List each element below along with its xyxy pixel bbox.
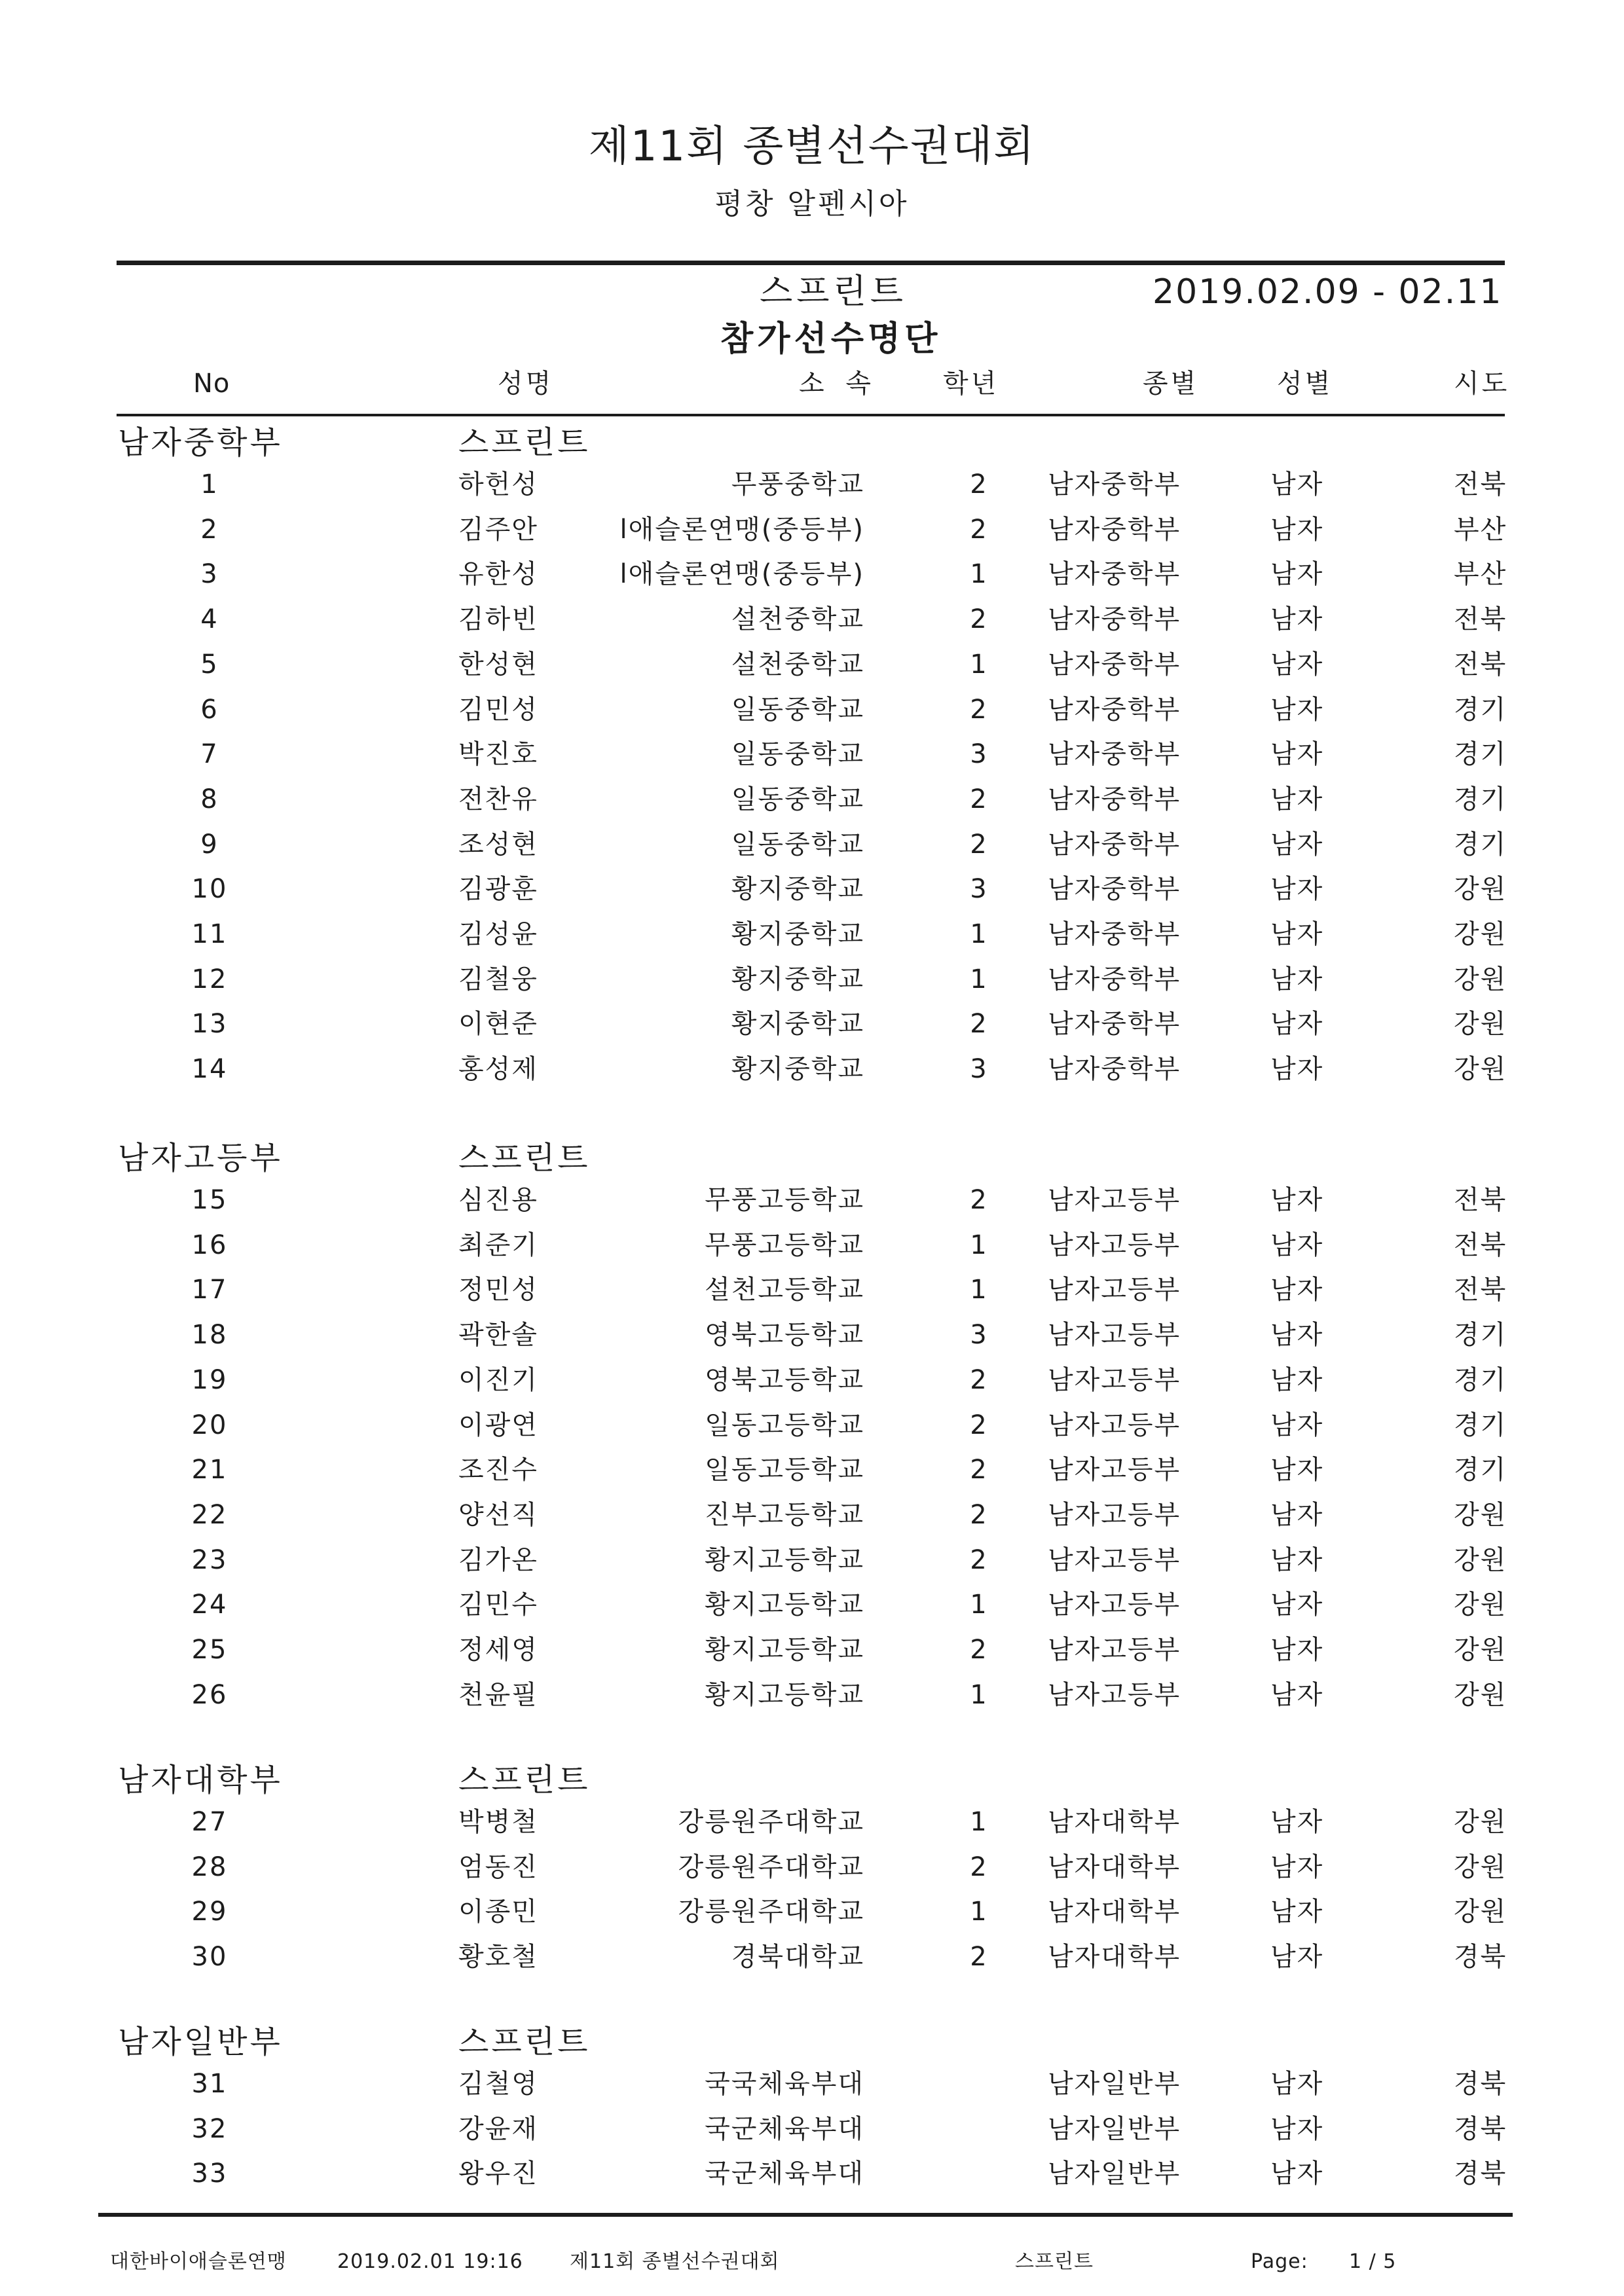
table-row — [0, 1277, 1624, 1321]
row-region: 전북 — [1454, 1275, 1507, 1305]
row-division: 남자대학부 — [1048, 1851, 1181, 1882]
row-name: 정민성 — [458, 1275, 538, 1305]
row-affiliation: 황지고등학교 — [705, 1590, 864, 1620]
row-name: 왕우진 — [458, 2159, 538, 2189]
col-sex-header: 성별 — [1277, 369, 1333, 399]
row-name: 홍성제 — [458, 1054, 538, 1085]
row-sex: 남자 — [1270, 1942, 1324, 1973]
footer-organization: 대한바이애슬론연맹 — [110, 2250, 287, 2273]
row-division: 남자중학부 — [1048, 874, 1181, 905]
footer-event: 스프린트 — [1015, 2250, 1094, 2273]
row-affiliation: 설천중학교 — [731, 604, 864, 635]
row-affiliation: 일동중학교 — [731, 694, 864, 725]
table-row — [0, 831, 1624, 876]
row-no: 14 — [191, 1054, 228, 1085]
section-division-title: 남자중학부 — [118, 424, 283, 461]
row-no: 3 — [200, 559, 219, 590]
table-row — [0, 1809, 1624, 1853]
row-division: 남자일반부 — [1048, 2159, 1181, 2189]
row-no: 15 — [191, 1185, 228, 1215]
row-grade: 3 — [970, 874, 988, 905]
row-affiliation: 황지고등학교 — [705, 1635, 864, 1665]
table-row — [0, 2113, 1624, 2160]
table-row — [0, 2071, 1624, 2115]
row-grade: 2 — [970, 1499, 988, 1530]
row-sex: 남자 — [1270, 1009, 1324, 1040]
row-name: 최준기 — [458, 1230, 538, 1260]
event-dates: 2019.02.09 - 02.11 — [1153, 272, 1503, 312]
venue: 평창 알펜시아 — [714, 187, 910, 221]
row-sex: 남자 — [1270, 694, 1324, 725]
row-no: 31 — [191, 2069, 228, 2099]
row-grade: 1 — [970, 1590, 988, 1620]
row-grade: 1 — [970, 1230, 988, 1260]
section-division-title: 남자일반부 — [118, 2024, 283, 2060]
footer-printed-time: 2019.02.01 19:16 — [337, 2250, 523, 2273]
event-name: 스프린트 — [760, 272, 907, 312]
row-name: 엄동진 — [458, 1851, 538, 1882]
row-division: 남자고등부 — [1048, 1544, 1181, 1575]
row-division: 남자고등부 — [1048, 1230, 1181, 1260]
footer-page-number: 1 / 5 — [1349, 2250, 1397, 2273]
row-grade: 3 — [970, 1320, 988, 1351]
row-region: 강원 — [1454, 1009, 1507, 1040]
row-division: 남자중학부 — [1048, 1054, 1181, 1085]
row-sex: 남자 — [1270, 1679, 1324, 1710]
row-affiliation: 국국체육부대 — [705, 2069, 864, 2099]
row-sex: 남자 — [1270, 1455, 1324, 1485]
row-region: 경북 — [1454, 2113, 1507, 2144]
row-division: 남자중학부 — [1048, 1009, 1181, 1040]
row-grade: 2 — [970, 829, 988, 860]
row-grade: 1 — [970, 559, 988, 590]
row-name: 김민수 — [458, 1590, 538, 1620]
table-row — [0, 786, 1624, 831]
row-division: 남자일반부 — [1048, 2069, 1181, 2099]
table-row — [0, 2160, 1624, 2205]
table-row — [0, 966, 1624, 1011]
row-region: 부산 — [1454, 514, 1507, 545]
table-row — [0, 1679, 1624, 1726]
row-no: 4 — [200, 604, 219, 635]
table-row — [0, 876, 1624, 920]
row-affiliation: 강릉원주대학교 — [678, 1851, 864, 1882]
row-name: 이종민 — [458, 1897, 538, 1927]
row-region: 강원 — [1454, 1807, 1507, 1837]
row-affiliation: 국군체육부대 — [705, 2113, 864, 2144]
row-sex: 남자 — [1270, 874, 1324, 905]
table-row — [0, 1011, 1624, 1055]
row-affiliation: 일동고등학교 — [705, 1455, 864, 1485]
row-sex: 남자 — [1270, 2069, 1324, 2099]
table-row — [0, 694, 1624, 741]
row-no: 21 — [191, 1455, 228, 1485]
row-region: 경기 — [1454, 1410, 1507, 1440]
row-sex: 남자 — [1270, 1851, 1324, 1882]
row-no: 27 — [191, 1807, 228, 1837]
row-division: 남자중학부 — [1048, 469, 1181, 500]
table-row — [0, 606, 1624, 651]
row-grade: 2 — [970, 694, 988, 725]
row-no: 9 — [200, 829, 219, 860]
row-grade: 1 — [970, 1897, 988, 1927]
row-sex: 남자 — [1270, 514, 1324, 545]
row-affiliation: 일동중학교 — [731, 829, 864, 860]
top-rule — [117, 261, 1505, 265]
row-region: 부산 — [1454, 559, 1507, 590]
row-grade: 1 — [970, 649, 988, 680]
row-name: 김철영 — [458, 2069, 538, 2099]
row-no: 26 — [191, 1679, 228, 1710]
row-region: 강원 — [1454, 1499, 1507, 1530]
row-grade: 2 — [970, 1009, 988, 1040]
row-no: 30 — [191, 1942, 228, 1973]
col-grade-header: 학년 — [943, 369, 999, 399]
row-region: 경기 — [1454, 1455, 1507, 1485]
section-event-title: 스프린트 — [458, 424, 591, 461]
row-region: 경기 — [1454, 1364, 1507, 1395]
row-name: 하헌성 — [458, 469, 538, 500]
row-region: 경북 — [1454, 1942, 1507, 1973]
row-name: 조진수 — [458, 1455, 538, 1485]
row-affiliation: 영북고등학교 — [705, 1320, 864, 1351]
row-sex: 남자 — [1270, 1410, 1324, 1440]
row-division: 남자고등부 — [1048, 1679, 1181, 1710]
row-grade: 2 — [970, 1544, 988, 1575]
row-name: 김광훈 — [458, 874, 538, 905]
table-row — [0, 1499, 1624, 1546]
row-affiliation: 설천고등학교 — [705, 1275, 864, 1305]
row-affiliation: 황지중학교 — [731, 874, 864, 905]
row-grade: 2 — [970, 1364, 988, 1395]
row-region: 강원 — [1454, 1635, 1507, 1665]
row-region: 전북 — [1454, 604, 1507, 635]
row-name: 박병철 — [458, 1807, 538, 1837]
row-sex: 남자 — [1270, 1635, 1324, 1665]
row-affiliation: 황지중학교 — [731, 964, 864, 994]
table-row — [0, 1457, 1624, 1501]
row-no: 18 — [191, 1320, 228, 1351]
row-name: 조성현 — [458, 829, 538, 860]
row-affiliation: 무풍고등학교 — [705, 1185, 864, 1215]
table-row — [0, 1899, 1624, 1943]
table-row — [0, 1364, 1624, 1412]
row-name: 정세영 — [458, 1635, 538, 1665]
row-no: 11 — [191, 919, 228, 949]
row-sex: 남자 — [1270, 1499, 1324, 1530]
row-division: 남자중학부 — [1048, 829, 1181, 860]
row-grade: 2 — [970, 1455, 988, 1485]
table-row — [0, 1944, 1624, 1988]
row-division: 남자고등부 — [1048, 1455, 1181, 1485]
row-name: 김성윤 — [458, 919, 538, 949]
row-grade: 1 — [970, 964, 988, 994]
col-no-header: No — [193, 369, 231, 399]
row-no: 28 — [191, 1851, 228, 1882]
row-sex: 남자 — [1270, 1544, 1324, 1575]
table-row — [0, 1322, 1624, 1366]
row-division: 남자중학부 — [1048, 919, 1181, 949]
row-division: 남자고등부 — [1048, 1275, 1181, 1305]
row-sex: 남자 — [1270, 469, 1324, 500]
row-region: 강원 — [1454, 1054, 1507, 1085]
row-affiliation: 황지고등학교 — [705, 1679, 864, 1710]
row-name: 이진기 — [458, 1364, 538, 1395]
row-no: 17 — [191, 1275, 228, 1305]
row-region: 경기 — [1454, 739, 1507, 770]
row-no: 25 — [191, 1635, 228, 1665]
row-no: 24 — [191, 1590, 228, 1620]
table-row — [0, 921, 1624, 966]
row-no: 5 — [200, 649, 219, 680]
row-grade: 2 — [970, 469, 988, 500]
row-region: 전북 — [1454, 1230, 1507, 1260]
row-affiliation: 황지중학교 — [731, 919, 864, 949]
table-row — [0, 561, 1624, 606]
row-no: 10 — [191, 874, 228, 905]
row-no: 32 — [191, 2113, 228, 2144]
row-sex: 남자 — [1270, 919, 1324, 949]
col-region-header: 시도 — [1454, 369, 1510, 399]
row-sex: 남자 — [1270, 604, 1324, 635]
row-division: 남자중학부 — [1048, 694, 1181, 725]
bottom-rule — [98, 2213, 1513, 2217]
row-no: 6 — [200, 694, 219, 725]
row-sex: 남자 — [1270, 739, 1324, 770]
row-affiliation: 강릉원주대학교 — [678, 1807, 864, 1837]
col-division-header: 종별 — [1143, 369, 1199, 399]
row-grade: 3 — [970, 739, 988, 770]
table-row — [0, 1851, 1624, 1899]
row-grade: 2 — [970, 1185, 988, 1215]
row-name: 천윤필 — [458, 1679, 538, 1710]
col-affiliation-header: 소 속 — [799, 369, 877, 399]
row-sex: 남자 — [1270, 1185, 1324, 1215]
header-rule — [117, 414, 1505, 416]
row-no: 20 — [191, 1410, 228, 1440]
row-affiliation: 국군체육부대 — [705, 2159, 864, 2189]
row-name: 박진호 — [458, 739, 538, 770]
row-division: 남자고등부 — [1048, 1410, 1181, 1440]
section-event-title: 스프린트 — [458, 2024, 591, 2060]
row-affiliation: 황지중학교 — [731, 1009, 864, 1040]
row-division: 남자대학부 — [1048, 1897, 1181, 1927]
competition-title: 제11회 종별선수권대회 — [588, 122, 1036, 171]
row-name: 김철웅 — [458, 964, 538, 994]
table-row — [0, 1412, 1624, 1457]
row-no: 29 — [191, 1897, 228, 1927]
row-division: 남자중학부 — [1048, 739, 1181, 770]
row-division: 남자고등부 — [1048, 1499, 1181, 1530]
row-region: 경기 — [1454, 694, 1507, 725]
row-region: 강원 — [1454, 1544, 1507, 1575]
row-grade: 2 — [970, 1635, 988, 1665]
section-division-title: 남자고등부 — [118, 1140, 283, 1176]
row-division: 남자대학부 — [1048, 1942, 1181, 1973]
row-sex: 남자 — [1270, 784, 1324, 814]
row-name: 강윤재 — [458, 2113, 538, 2144]
section-event-title: 스프린트 — [458, 1140, 591, 1176]
row-affiliation: l애슬론연맹(중등부) — [619, 514, 864, 545]
row-sex: 남자 — [1270, 1320, 1324, 1351]
row-region: 경북 — [1454, 2069, 1507, 2099]
row-grade: 1 — [970, 1679, 988, 1710]
row-affiliation: 설천중학교 — [731, 649, 864, 680]
row-grade: 2 — [970, 1942, 988, 1973]
row-affiliation: 경북대학교 — [731, 1942, 864, 1973]
footer-page-label: Page: — [1251, 2250, 1308, 2273]
row-grade: 2 — [970, 604, 988, 635]
col-name-header: 성명 — [498, 369, 554, 399]
table-row — [0, 741, 1624, 786]
row-region: 강원 — [1454, 919, 1507, 949]
row-division: 남자고등부 — [1048, 1320, 1181, 1351]
row-region: 전북 — [1454, 1185, 1507, 1215]
row-division: 남자고등부 — [1048, 1185, 1181, 1215]
row-sex: 남자 — [1270, 1054, 1324, 1085]
row-name: 심진용 — [458, 1185, 538, 1215]
table-row — [0, 651, 1624, 696]
row-grade: 2 — [970, 784, 988, 814]
row-sex: 남자 — [1270, 964, 1324, 994]
row-name: 황호철 — [458, 1942, 538, 1973]
row-division: 남자중학부 — [1048, 514, 1181, 545]
row-no: 1 — [200, 469, 219, 500]
row-division: 남자일반부 — [1048, 2113, 1181, 2144]
row-region: 강원 — [1454, 1897, 1507, 1927]
row-affiliation: 무풍중학교 — [731, 469, 864, 500]
table-row — [0, 1544, 1624, 1592]
row-no: 2 — [200, 514, 219, 545]
row-sex: 남자 — [1270, 559, 1324, 590]
row-affiliation: 일동중학교 — [731, 739, 864, 770]
section-division-title: 남자대학부 — [118, 1762, 283, 1798]
row-name: 유한성 — [458, 559, 538, 590]
row-name: 이현준 — [458, 1009, 538, 1040]
row-sex: 남자 — [1270, 1230, 1324, 1260]
row-division: 남자대학부 — [1048, 1807, 1181, 1837]
row-grade: 1 — [970, 1807, 988, 1837]
row-no: 7 — [200, 739, 219, 770]
row-grade: 1 — [970, 1275, 988, 1305]
row-division: 남자고등부 — [1048, 1635, 1181, 1665]
row-no: 19 — [191, 1364, 228, 1395]
row-affiliation: 강릉원주대학교 — [678, 1897, 864, 1927]
row-region: 강원 — [1454, 1590, 1507, 1620]
row-no: 22 — [191, 1499, 228, 1530]
row-no: 12 — [191, 964, 228, 994]
row-grade: 2 — [970, 1851, 988, 1882]
table-row — [0, 1232, 1624, 1277]
row-sex: 남자 — [1270, 1364, 1324, 1395]
row-no: 16 — [191, 1230, 228, 1260]
row-name: 양선직 — [458, 1499, 538, 1530]
row-grade: 3 — [970, 1054, 988, 1085]
row-division: 남자중학부 — [1048, 559, 1181, 590]
row-affiliation: l애슬론연맹(중등부) — [619, 559, 864, 590]
row-division: 남자중학부 — [1048, 649, 1181, 680]
section-event-title: 스프린트 — [458, 1762, 591, 1798]
table-row — [0, 471, 1624, 516]
row-sex: 남자 — [1270, 649, 1324, 680]
row-region: 전북 — [1454, 649, 1507, 680]
row-region: 강원 — [1454, 1679, 1507, 1710]
row-sex: 남자 — [1270, 829, 1324, 860]
row-region: 강원 — [1454, 964, 1507, 994]
row-affiliation: 무풍고등학교 — [705, 1230, 864, 1260]
roster-title: 참가선수명단 — [720, 319, 942, 359]
row-sex: 남자 — [1270, 2159, 1324, 2189]
row-division: 남자중학부 — [1048, 784, 1181, 814]
row-region: 강원 — [1454, 874, 1507, 905]
row-name: 김하빈 — [458, 604, 538, 635]
row-no: 13 — [191, 1009, 228, 1040]
row-region: 경기 — [1454, 784, 1507, 814]
row-name: 이광연 — [458, 1410, 538, 1440]
row-name: 전찬유 — [458, 784, 538, 814]
row-name: 한성현 — [458, 649, 538, 680]
row-sex: 남자 — [1270, 2113, 1324, 2144]
table-row — [0, 1187, 1624, 1231]
row-name: 김민성 — [458, 694, 538, 725]
row-no: 33 — [191, 2159, 228, 2189]
row-affiliation: 황지중학교 — [731, 1054, 864, 1085]
row-sex: 남자 — [1270, 1807, 1324, 1837]
row-region: 경기 — [1454, 829, 1507, 860]
table-row — [0, 1637, 1624, 1681]
row-region: 경북 — [1454, 2159, 1507, 2189]
table-row — [0, 1056, 1624, 1101]
row-region: 경기 — [1454, 1320, 1507, 1351]
row-affiliation: 일동중학교 — [731, 784, 864, 814]
row-division: 남자중학부 — [1048, 604, 1181, 635]
row-division: 남자고등부 — [1048, 1364, 1181, 1395]
row-sex: 남자 — [1270, 1897, 1324, 1927]
row-grade: 2 — [970, 1410, 988, 1440]
row-affiliation: 영북고등학교 — [705, 1364, 864, 1395]
table-row — [0, 514, 1624, 561]
row-sex: 남자 — [1270, 1590, 1324, 1620]
row-sex: 남자 — [1270, 1275, 1324, 1305]
row-division: 남자중학부 — [1048, 964, 1181, 994]
row-affiliation: 일동고등학교 — [705, 1410, 864, 1440]
row-affiliation: 진부고등학교 — [705, 1499, 864, 1530]
row-affiliation: 황지고등학교 — [705, 1544, 864, 1575]
row-region: 강원 — [1454, 1851, 1507, 1882]
row-division: 남자고등부 — [1048, 1590, 1181, 1620]
table-row — [0, 1592, 1624, 1636]
row-region: 전북 — [1454, 469, 1507, 500]
row-no: 8 — [200, 784, 219, 814]
row-grade: 2 — [970, 514, 988, 545]
row-no: 23 — [191, 1544, 228, 1575]
row-name: 김가온 — [458, 1544, 538, 1575]
row-grade: 1 — [970, 919, 988, 949]
row-name: 김주안 — [458, 514, 538, 545]
row-name: 곽한솔 — [458, 1320, 538, 1351]
footer-competition: 제11회 종별선수권대회 — [570, 2250, 780, 2273]
